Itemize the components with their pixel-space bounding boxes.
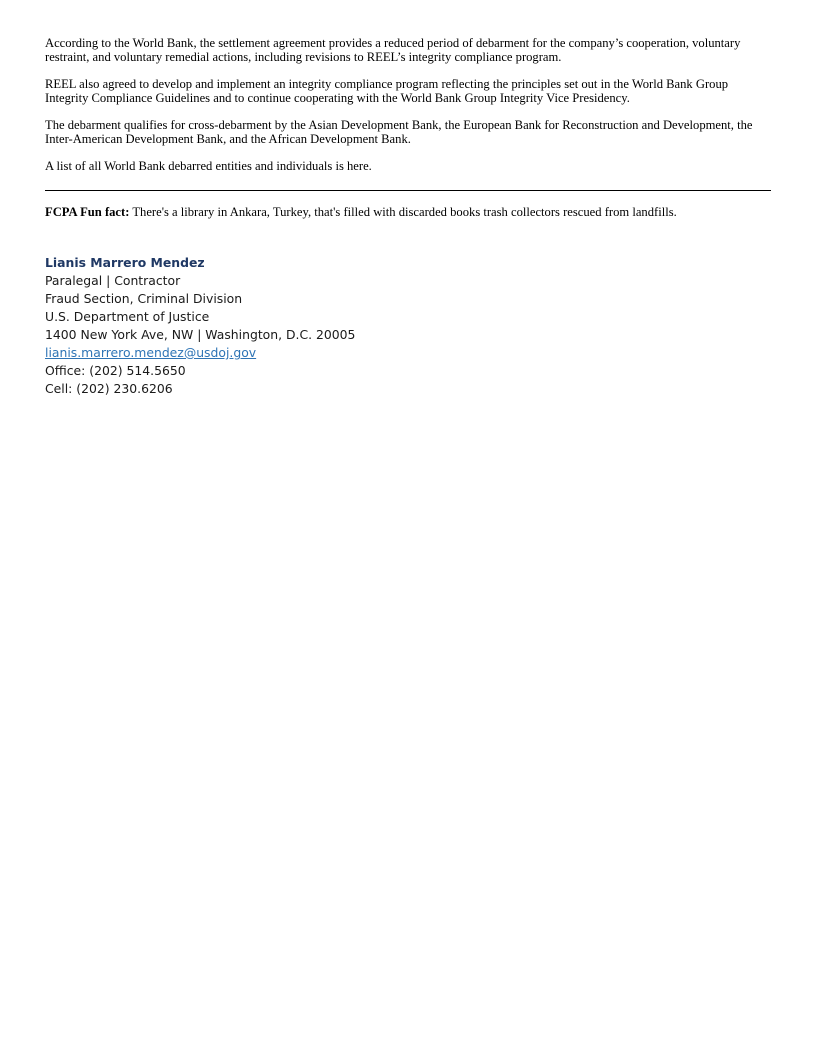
signature-title: Paralegal | Contractor [45, 273, 181, 288]
paragraph-settlement: According to the World Bank, the settlement agreement provides a reduced period of debarment for the company’s cooperation, voluntary restraint, and voluntary remedial actions, including revisions to REEL’s integrity compliance program. [45, 36, 741, 64]
fun-fact-text: There's a library in Ankara, Turkey, that's filled with discarded books trash collectors rescued from landfills. [129, 205, 677, 219]
paragraph-cross-debarment: The debarment qualifies for cross-debarment by the Asian Development Bank, the European Bank for Reconstruction and Development, the Inter-American Development Bank, and the African Development Bank. [45, 118, 753, 146]
paragraph-compliance-program: REEL also agreed to develop and implement an integrity compliance program reflecting the principles set out in the World Bank Group Integrity Compliance Guidelines and to continue cooperating with the World Bank Group Integrity Vice Presidency. [45, 77, 729, 105]
fun-fact-label: FCPA Fun fact: [45, 205, 130, 219]
signature-office-phone: Office: (202) 514.5650 [45, 363, 186, 378]
signature-cell-phone: Cell: (202) 230.6206 [45, 381, 173, 396]
signature-name: Lianis Marrero Mendez [45, 255, 205, 270]
divider-rule [45, 190, 771, 191]
paragraph-debarred-list: A list of all World Bank debarred entities and individuals is here. [45, 159, 372, 173]
signature-section: Fraud Section, Criminal Division [45, 291, 243, 306]
fun-fact [45, 205, 771, 219]
signature-email-link[interactable]: lianis.marrero.mendez@usdoj.gov [45, 345, 257, 360]
signature-department: U.S. Department of Justice [45, 309, 210, 324]
signature-address: 1400 New York Ave, NW | Washington, D.C. 20005 [45, 327, 356, 342]
email-body [45, 36, 771, 398]
email-signature [45, 254, 771, 398]
